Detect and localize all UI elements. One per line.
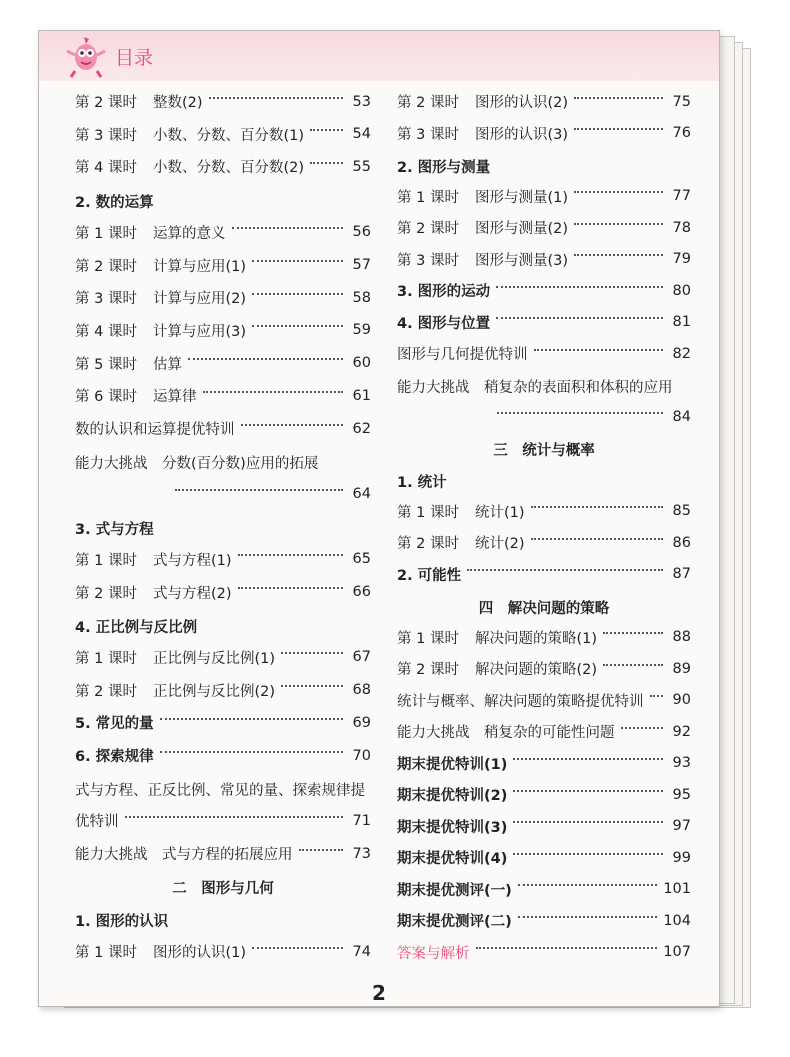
- toc-entry-title: 答案与解析: [397, 945, 470, 962]
- toc-leader-dots: [518, 916, 658, 918]
- toc-section-heading: 1. 图形的认识: [75, 914, 169, 930]
- toc-page-number: 88: [672, 629, 691, 645]
- toc-leader-dots: [238, 587, 343, 589]
- toc-lesson-label: 第 6 课时: [75, 389, 137, 406]
- toc-entry-title: 式与方程(2): [153, 585, 232, 602]
- toc-entry: [397, 879, 691, 899]
- toc-entry: [397, 564, 691, 584]
- toc-entry-title: 数的认识和运算提优特训: [75, 422, 235, 438]
- toc-entry: [75, 124, 371, 144]
- toc-leader-dots: [252, 293, 343, 295]
- toc-leader-dots: [160, 751, 343, 753]
- toc-entry-title: 统计(2): [475, 536, 525, 552]
- toc-page-number: 58: [352, 289, 371, 306]
- toc-chapter-heading: 四 解决问题的策略: [478, 600, 610, 617]
- toc-entry: [75, 942, 371, 962]
- toc-entry-title: 统计与概率、解决问题的策略提优特训: [397, 693, 644, 710]
- toc-entry: [397, 722, 691, 742]
- toc-leader-dots: [513, 758, 663, 760]
- toc-leader-dots: [252, 325, 343, 327]
- toc-entry-title: 期末提优特训(1): [397, 756, 508, 773]
- toc-leader-dots: [621, 727, 664, 729]
- page-title: 目录: [115, 47, 154, 69]
- toc-entry-title: 运算律: [153, 389, 197, 406]
- toc-entry-title: 统计(1): [475, 504, 525, 521]
- toc-leader-dots: [467, 569, 663, 571]
- toc-page-number: 77: [672, 188, 691, 204]
- toc-entry-title: 图形与测量(1): [475, 189, 569, 206]
- toc-page-number: 56: [352, 224, 371, 241]
- toc-leader-dots: [513, 821, 663, 823]
- toc-page-number: 67: [352, 649, 371, 666]
- toc-entry: [397, 753, 691, 773]
- page-header: [39, 31, 719, 81]
- toc-lesson-label: 第 3 课时: [397, 126, 459, 143]
- toc-entry: [75, 713, 371, 733]
- toc-page-number: 57: [352, 257, 371, 273]
- toc-page-number: 107: [663, 944, 691, 960]
- toc-leader-dots: [574, 128, 663, 130]
- toc-entry: [75, 419, 371, 439]
- toc-entry-title: 整数(2): [153, 95, 203, 111]
- toc-lesson-label: 第 1 课时: [75, 225, 137, 242]
- toc-page-number: 53: [352, 93, 371, 110]
- toc-lesson-label: 第 1 课时: [397, 630, 459, 647]
- toc-entry-title: 正比例与反比例(2): [153, 683, 276, 700]
- toc-leader-dots: [513, 853, 663, 855]
- toc-entry-title: 小数、分数、百分数(2): [153, 160, 305, 177]
- toc-page-number: 61: [352, 387, 371, 404]
- toc-entry: [75, 288, 371, 308]
- toc-lesson-label: 第 3 课时: [397, 252, 459, 269]
- toc-entry: [75, 353, 371, 373]
- toc-lesson-label: 第 4 课时: [75, 323, 137, 340]
- toc-leader-dots: [281, 652, 343, 654]
- toc-entry: [75, 484, 371, 504]
- toc-page: [38, 30, 720, 1007]
- toc-page-number: 66: [352, 584, 371, 600]
- toc-entry-title: 运算的意义: [153, 225, 226, 242]
- toc-lesson-label: 第 3 课时: [75, 127, 137, 144]
- toc-page-number: 73: [352, 845, 371, 862]
- toc-entry: [75, 844, 371, 864]
- toc-entry: [397, 690, 691, 710]
- toc-entry-title: 能力大挑战 稍复杂的可能性问题: [397, 725, 615, 741]
- toc-leader-dots: [603, 632, 663, 634]
- toc-page-number: 69: [352, 714, 371, 731]
- toc-page-number: 99: [672, 849, 691, 866]
- toc-entry-title: 期末提优特训(2): [397, 788, 508, 804]
- toc-leader-dots: [531, 506, 663, 508]
- toc-entry-title: 图形的认识(3): [475, 126, 569, 143]
- toc-leader-dots: [310, 129, 343, 131]
- toc-entry: [397, 92, 691, 112]
- toc-entry: [397, 249, 691, 269]
- toc-section-heading: 3. 式与方程: [75, 521, 154, 538]
- toc-page-number: 71: [352, 812, 371, 829]
- toc-lesson-label: 第 2 课时: [75, 683, 137, 700]
- toc-entry-title: 优特训: [75, 814, 119, 831]
- toc-entry-title: 解决问题的策略(2): [475, 662, 598, 678]
- toc-lesson-label: 第 2 课时: [75, 95, 137, 111]
- toc-entry: [75, 386, 371, 406]
- toc-entry: [397, 911, 691, 931]
- toc-page-number: 54: [352, 126, 371, 143]
- toc-page-number: 74: [352, 943, 371, 960]
- toc-leader-dots: [574, 254, 663, 256]
- toc-leader-dots: [252, 947, 343, 949]
- toc-leader-dots: [241, 424, 344, 426]
- toc-page-number: 84: [672, 408, 691, 425]
- toc-leader-dots: [650, 695, 664, 697]
- toc-entry-title: 能力大挑战 稍复杂的表面积和体积的应用: [397, 380, 673, 396]
- toc-entry: [397, 312, 691, 332]
- toc-entry-title: 能力大挑战 式与方程的拓展应用: [75, 847, 293, 864]
- toc-entry-title: 式与方程、正反比例、常见的量、探索规律提: [75, 783, 365, 800]
- toc-page-number: 104: [663, 912, 691, 929]
- toc-page-number: 70: [352, 747, 371, 764]
- toc-lesson-label: 第 2 课时: [75, 585, 137, 602]
- toc-entry: [397, 627, 691, 647]
- toc-entry: [397, 501, 691, 521]
- toc-lesson-label: 第 1 课时: [75, 945, 137, 962]
- toc-entry: [75, 549, 371, 569]
- toc-entry-title: 估算: [153, 356, 182, 373]
- toc-leader-dots: [497, 412, 663, 414]
- toc-page-number: 89: [672, 660, 691, 677]
- toc-page-number: 93: [672, 755, 691, 771]
- toc-lesson-label: 第 1 课时: [397, 189, 459, 206]
- toc-entry-title: 5. 常见的量: [75, 716, 154, 733]
- toc-entry-title: 4. 图形与位置: [397, 315, 491, 332]
- toc-leader-dots: [496, 317, 663, 319]
- toc-lesson-label: 第 2 课时: [397, 662, 459, 678]
- toc-entry-title: 图形与测量(2): [475, 221, 569, 237]
- toc-page-number: 97: [672, 818, 691, 834]
- toc-entry: [397, 942, 691, 962]
- toc-chapter-heading: 三 统计与概率: [493, 443, 595, 459]
- toc-entry-title: 2. 可能性: [397, 567, 462, 584]
- toc-entry: [75, 746, 371, 766]
- toc-entry: [75, 92, 371, 112]
- toc-page-number: 55: [352, 158, 371, 175]
- toc-leader-dots: [238, 554, 343, 556]
- toc-page-number: 60: [352, 355, 371, 372]
- toc-chapter-heading: 二 图形与几何: [172, 881, 274, 898]
- toc-page-number: 90: [672, 692, 691, 708]
- toc-entry-title: 6. 探索规律: [75, 749, 154, 765]
- toc-entry-title: 计算与应用(3): [153, 323, 247, 340]
- toc-entry: [75, 582, 371, 602]
- toc-entry: [75, 811, 371, 831]
- toc-page-number: 101: [663, 881, 691, 897]
- toc-leader-dots: [310, 162, 343, 164]
- toc-entry: [75, 647, 371, 667]
- toc-page-number: 81: [672, 314, 691, 330]
- toc-leader-dots: [160, 718, 343, 720]
- toc-leader-dots: [496, 286, 663, 288]
- toc-lesson-label: 第 3 课时: [75, 291, 137, 308]
- toc-leader-dots: [574, 191, 663, 193]
- toc-entry-title: 正比例与反比例(1): [153, 650, 276, 667]
- toc-lesson-label: 第 2 课时: [75, 258, 137, 275]
- toc-entry-title: 图形的认识(1): [153, 945, 247, 962]
- toc-page-number: 68: [352, 682, 371, 699]
- toc-leader-dots: [574, 97, 663, 99]
- toc-page-number: 86: [672, 534, 691, 551]
- toc-page-number: 64: [352, 485, 371, 502]
- toc-entry-title: 小数、分数、百分数(1): [153, 127, 305, 144]
- toc-leader-dots: [531, 538, 663, 540]
- toc-lesson-label: 第 2 课时: [397, 221, 459, 237]
- toc-page-number: 78: [672, 219, 691, 236]
- toc-entry-title: 能力大挑战 分数(百分数)应用的拓展: [75, 456, 319, 473]
- toc-entry-title: 式与方程(1): [153, 552, 232, 569]
- toc-page-number: 95: [672, 786, 691, 803]
- toc-page-number: 80: [672, 282, 691, 299]
- toc-entry-title: 期末提优测评(二): [397, 914, 512, 930]
- toc-leader-dots: [175, 489, 343, 491]
- toc-entry: [397, 407, 691, 427]
- toc-lesson-label: 第 1 课时: [75, 650, 137, 667]
- toc-entry: [397, 344, 691, 364]
- toc-entry-title: 图形与几何提优特训: [397, 347, 528, 363]
- toc-entry: [397, 848, 691, 868]
- toc-entry: [397, 533, 691, 553]
- toc-section-heading: 4. 正比例与反比例: [75, 619, 198, 636]
- toc-section-heading: 1. 统计: [397, 474, 447, 491]
- toc-entry: [75, 255, 371, 275]
- toc-page-number: 62: [352, 420, 371, 437]
- toc-entry: [75, 222, 371, 242]
- toc-entry: [397, 816, 691, 836]
- toc-lesson-label: 第 1 课时: [75, 552, 137, 569]
- toc-entry-title: 期末提优测评(一): [397, 882, 512, 899]
- toc-leader-dots: [534, 349, 664, 351]
- toc-entry-title: 期末提优特训(4): [397, 851, 508, 867]
- toc-entry: [397, 123, 691, 143]
- toc-leader-dots: [574, 223, 663, 225]
- toc-leader-dots: [209, 97, 343, 99]
- toc-entry: [397, 281, 691, 301]
- toc-page-number: 85: [672, 503, 691, 519]
- toc-entry-title: 解决问题的策略(1): [475, 630, 598, 647]
- toc-page-number: 65: [352, 551, 371, 568]
- toc-leader-dots: [603, 664, 663, 666]
- toc-leader-dots: [476, 947, 658, 949]
- toc-page-number: 59: [352, 322, 371, 339]
- toc-page-number: 87: [672, 566, 691, 582]
- toc-page-number: 92: [672, 723, 691, 740]
- toc-page-number: 75: [672, 93, 691, 110]
- toc-leader-dots: [513, 790, 663, 792]
- toc-lesson-label: 第 4 课时: [75, 160, 137, 177]
- toc-entry-title: 3. 图形的运动: [397, 284, 491, 300]
- toc-page-number: 76: [672, 125, 691, 141]
- toc-page-number: 82: [672, 345, 691, 362]
- toc-leader-dots: [203, 391, 344, 393]
- toc-page-number: 79: [672, 251, 691, 267]
- toc-lesson-label: 第 5 课时: [75, 356, 137, 373]
- toc-lesson-label: 第 1 课时: [397, 504, 459, 521]
- toc-entry: [397, 785, 691, 805]
- toc-lesson-label: 第 2 课时: [397, 95, 459, 111]
- toc-leader-dots: [188, 358, 343, 360]
- toc-section-heading: 2. 图形与测量: [397, 159, 491, 176]
- toc-entry: [75, 157, 371, 177]
- toc-entry: [75, 680, 371, 700]
- page-number: 2: [372, 981, 386, 1005]
- toc-leader-dots: [281, 685, 343, 687]
- toc-entry: [397, 186, 691, 206]
- toc-leader-dots: [125, 816, 344, 818]
- toc-entry: [397, 659, 691, 679]
- toc-entry-title: 图形的认识(2): [475, 95, 569, 111]
- toc-entry-title: 计算与应用(1): [153, 258, 247, 275]
- toc-entry-title: 期末提优特训(3): [397, 819, 508, 836]
- toc-leader-dots: [299, 849, 344, 851]
- toc-section-heading: 2. 数的运算: [75, 194, 154, 211]
- toc-entry: [397, 218, 691, 238]
- toc-leader-dots: [518, 884, 658, 886]
- toc-leader-dots: [252, 260, 343, 262]
- toc-entry-title: 图形与测量(3): [475, 252, 569, 269]
- toc-leader-dots: [232, 227, 344, 229]
- toc-entry: [75, 320, 371, 340]
- mascot-icon: [63, 33, 109, 79]
- toc-entry-title: 计算与应用(2): [153, 291, 247, 308]
- toc-lesson-label: 第 2 课时: [397, 536, 459, 552]
